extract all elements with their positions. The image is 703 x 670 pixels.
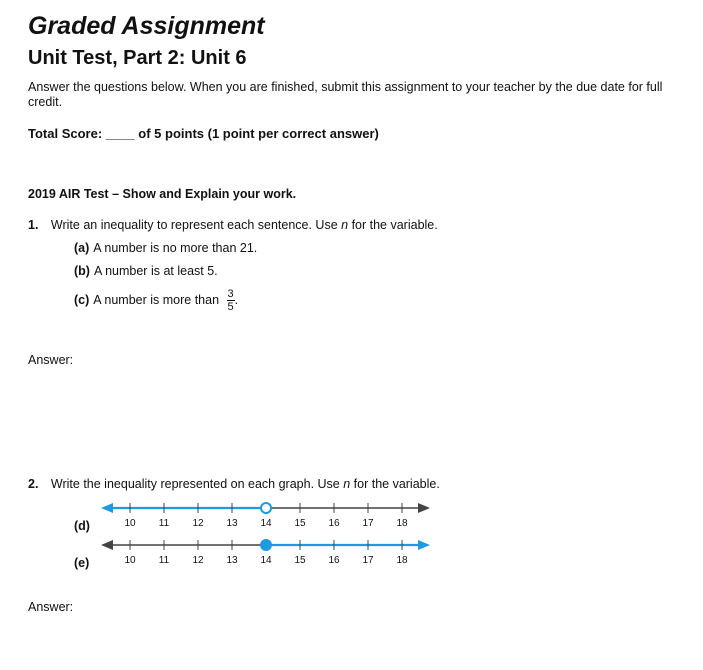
tick-label: 18 — [396, 555, 408, 566]
instructions: Answer the questions below. When you are finished, submit this assignment to your teacher by the due date for full credit. — [28, 80, 663, 109]
closed-point — [261, 540, 271, 550]
tick-label: 14 — [260, 518, 272, 529]
right-arrow-icon — [418, 540, 430, 550]
tick-label: 13 — [226, 518, 238, 529]
graph-e-label: (e) — [74, 556, 90, 570]
answer-label-1: Answer: — [28, 353, 74, 367]
left-arrow-icon — [101, 540, 113, 550]
section-title: 2019 AIR Test – Show and Explain your work. — [28, 187, 297, 201]
question-1-part-c: (c) A number is more than $\frac{3}{5}$ . — [74, 288, 239, 313]
tick-label: 10 — [124, 518, 136, 529]
question-2 — [28, 477, 440, 491]
tick-label: 12 — [192, 555, 204, 566]
right-arrow-icon — [418, 503, 430, 513]
answer-label-2: Answer: — [28, 600, 74, 614]
number-line-d — [101, 503, 430, 529]
tick-label: 17 — [362, 518, 374, 529]
tick-label: 10 — [124, 555, 136, 566]
page-title: Graded Assignment — [28, 12, 265, 40]
tick-label: 16 — [328, 518, 340, 529]
question-1-number: 1. — [28, 218, 39, 232]
question-1-part-a: (a) A number is no more than 21. — [74, 241, 258, 255]
tick-label: 15 — [294, 518, 306, 529]
tick-label: 11 — [158, 518, 170, 529]
number-lines — [95, 495, 440, 575]
question-1 — [28, 218, 438, 232]
tick-label: 16 — [328, 555, 340, 566]
total-score: Total Score: ____ of 5 points (1 point per correct answer) — [28, 126, 379, 141]
left-arrow-icon — [101, 503, 113, 513]
question-2-text: Write the inequality represented on each graph. Use n for the variable. — [50, 477, 440, 491]
tick-label: 14 — [260, 555, 272, 566]
question-1-part-b: (b) A number is at least 5. — [74, 264, 218, 278]
tick-label: 13 — [226, 555, 238, 566]
graph-d-label: (d) — [74, 519, 90, 533]
open-point — [261, 503, 271, 513]
number-line-e — [101, 540, 430, 566]
tick-label: 18 — [396, 518, 408, 529]
question-1-text: Write an inequality to represent each sentence. Use n for the variable. — [50, 218, 438, 232]
tick-label: 11 — [158, 555, 170, 566]
tick-label: 15 — [294, 555, 306, 566]
tick-label: 17 — [362, 555, 374, 566]
fraction-three-fifths: $\frac{3}{5}$ — [227, 288, 234, 313]
question-2-number: 2. — [28, 477, 39, 491]
page-subtitle: Unit Test, Part 2: Unit 6 — [28, 47, 247, 69]
tick-label: 12 — [192, 518, 204, 529]
